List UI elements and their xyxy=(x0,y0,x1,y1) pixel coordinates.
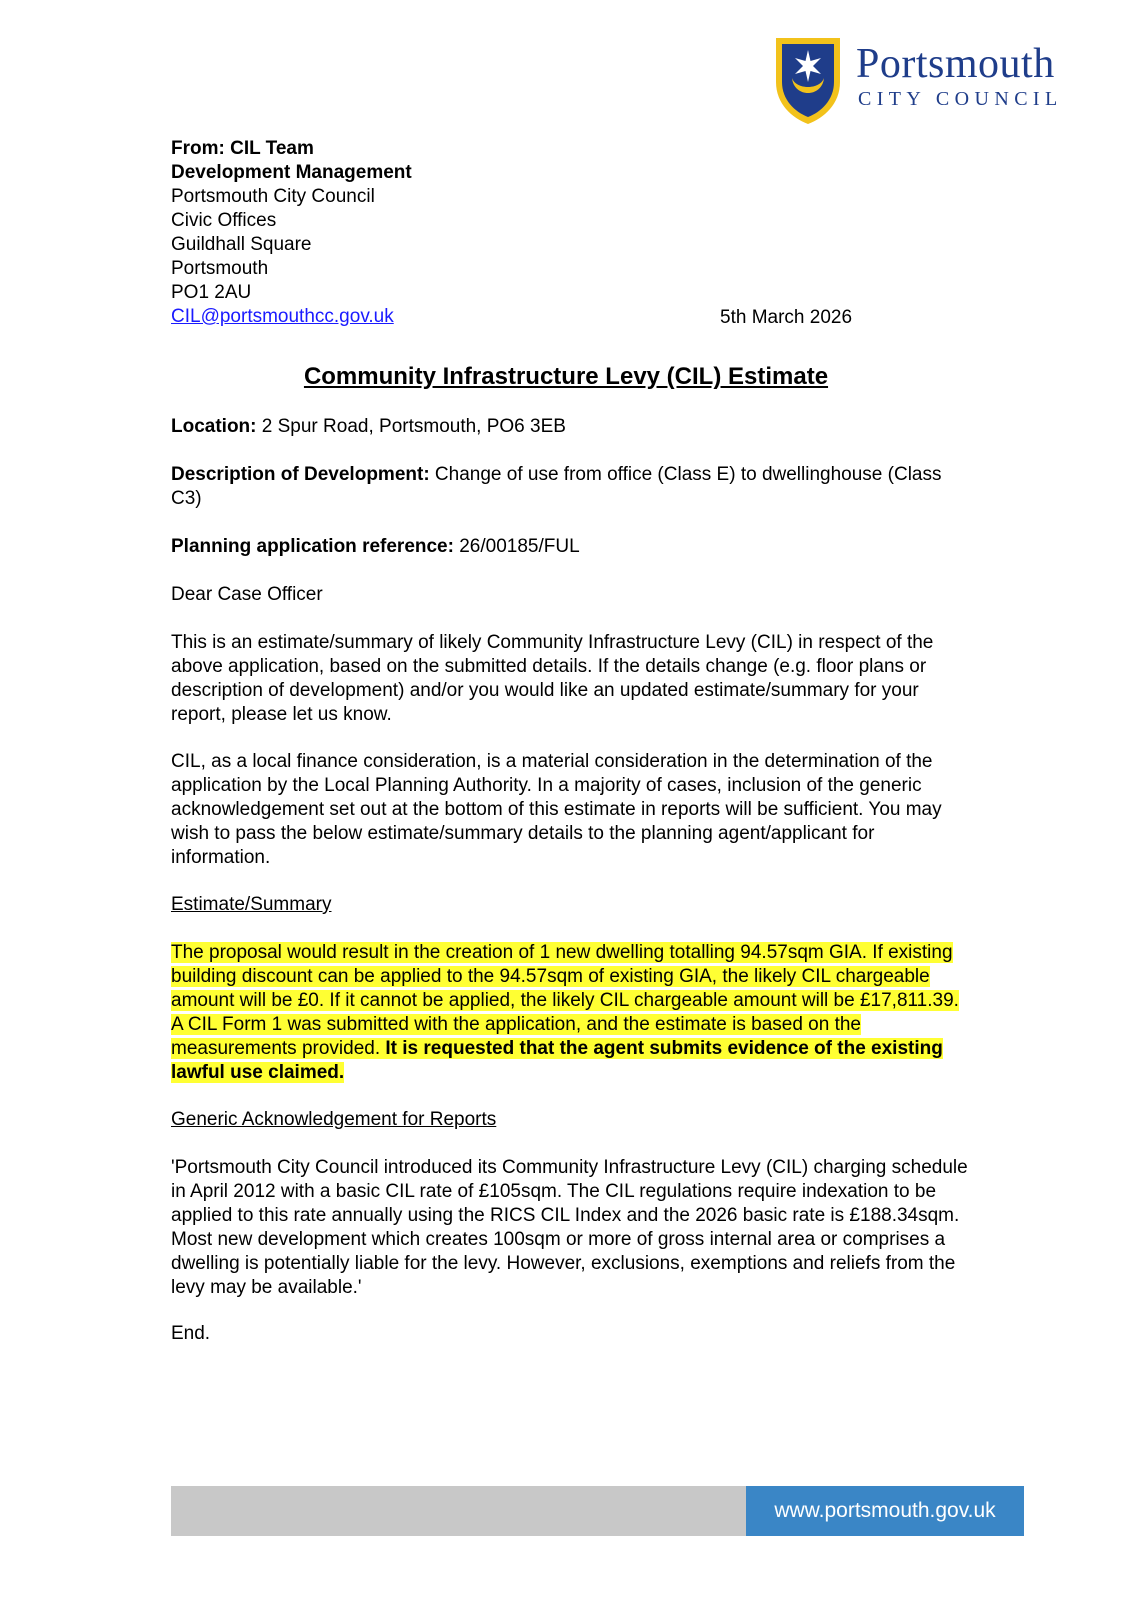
end-text: End. xyxy=(171,1323,211,1344)
address-line: Civic Offices xyxy=(171,210,277,231)
location xyxy=(171,415,971,439)
address-line: Portsmouth xyxy=(171,258,269,279)
reference-value: 26/00185/FUL xyxy=(453,536,580,557)
description-value: Change of use from office (Class E) to dwellinghouse (Class C3) xyxy=(171,464,942,509)
acknowledgement-paragraph: 'Portsmouth City Council introduced its Community Infrastructure Levy (CIL) charging schedule in April 2012 with a basic CIL rate of £105sqm. The CIL regulations require indexation to be applied to this rate annually using the RICS CIL Index and the 2026 basic rate is £188.34sqm. Most new development which creates 100sqm or more of gross internal area or comprises a dwelling is potentially liable for the levy. However, exclusions, exemptions and reliefs from the levy may be available.' xyxy=(171,1157,968,1298)
sender-address xyxy=(171,137,971,329)
estimate-heading: Estimate/Summary xyxy=(171,894,332,915)
footer-url[interactable]: www.portsmouth.gov.uk xyxy=(746,1486,1024,1536)
address-line: Guildhall Square xyxy=(171,234,312,255)
address-line: PO1 2AU xyxy=(171,282,252,303)
salutation: Dear Case Officer xyxy=(171,584,323,605)
location-label: Location: xyxy=(171,416,257,437)
acknowledgement-heading: Generic Acknowledgement for Reports xyxy=(171,1109,497,1130)
reference-label: Planning application reference: xyxy=(171,536,454,557)
description-label: Description of Development: xyxy=(171,464,430,485)
intro-paragraph: This is an estimate/summary of likely Community Infrastructure Levy (CIL) in respect of the above application, based on the submitted details. If the details change (e.g. floor plans or description of development) and/or you would like an updated estimate/summary for your report, please let us know. xyxy=(171,632,934,725)
address-line: Portsmouth City Council xyxy=(171,186,375,207)
cil-paragraph: CIL, as a local finance consideration, is a material consideration in the determination of the application by the Local Planning Authority. In a majority of cases, inclusion of the generic acknowledgement set out at the bottom of this estimate in reports will be sufficient. You may wish to pass the below estimate/summary details to the planning agent/applicant for information. xyxy=(171,751,942,868)
sender-email-link[interactable]: CIL@portsmouthcc.gov.uk xyxy=(171,306,394,327)
sender-department: Development Management xyxy=(171,162,412,183)
crest-icon xyxy=(770,34,846,126)
letter-date: 5th March 2026 xyxy=(720,307,853,328)
document-title: Community Infrastructure Levy (CIL) Estimate xyxy=(303,363,829,390)
estimate-paragraph xyxy=(171,941,971,1085)
sender-from: From: CIL Team xyxy=(171,138,314,159)
planning-reference xyxy=(171,535,971,559)
estimate-request: It is requested that the agent submits evidence of the existing lawful use claimed. xyxy=(171,1038,943,1083)
logo-subtitle: CITY COUNCIL xyxy=(858,88,1063,110)
council-logo xyxy=(770,34,1090,126)
footer-bar xyxy=(171,1486,746,1536)
location-value: 2 Spur Road, Portsmouth, PO6 3EB xyxy=(256,416,566,437)
description xyxy=(171,463,971,511)
logo-name: Portsmouth xyxy=(856,41,1055,87)
estimate-text: The proposal would result in the creation of 1 new dwelling totalling 94.57sqm GIA. If existing building discount can be applied to the 94.57sqm of existing GIA, the likely CIL chargeable amount will be £0. If it cannot be applied, the likely CIL chargeable amount will be £17,811.39. A CIL Form 1 was submitted with the application, and the estimate is based on the measurements provided. xyxy=(171,942,959,1059)
